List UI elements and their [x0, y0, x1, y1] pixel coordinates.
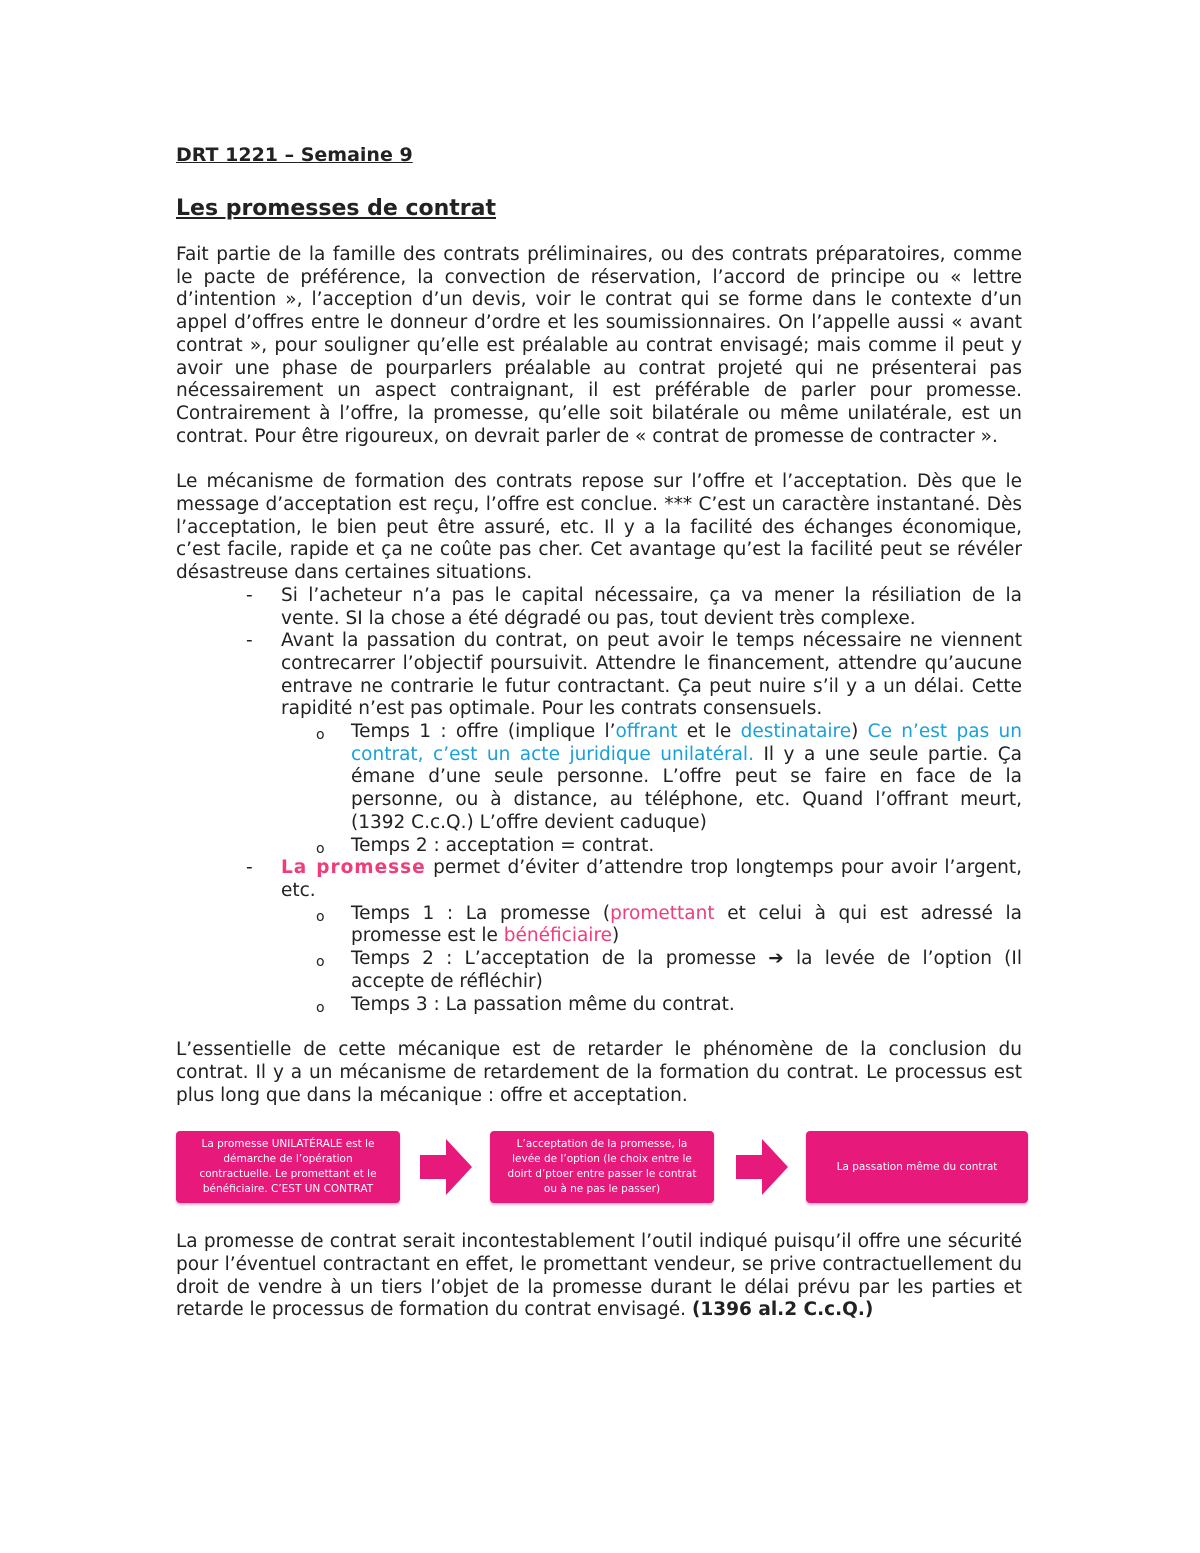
bullet-text: permet d’éviter d’attendre trop longtemps pour avoir l’argent, etc.: [281, 857, 1023, 901]
page-title: Les promesses de contrat: [176, 196, 496, 221]
sub-bullet-text: Temps 1 : La promesse (: [351, 902, 611, 924]
list-item: [176, 721, 1022, 835]
process-diagram: [176, 1131, 1032, 1205]
sub-bullet-text: Temps 3 : La passation même du contrat.: [351, 993, 735, 1015]
highlight-promesse: La promesse: [281, 857, 426, 879]
flow-box-promesse: La promesse UNILATÉRALE est le démarche de l’opération contractuelle. Le promettant et le bénéficiaire. C’EST UN CONTRAT: [176, 1131, 400, 1203]
list-item: [176, 948, 1022, 993]
sub-bullet-text: Temps 2 : acceptation = contrat.: [351, 834, 655, 856]
dash-list: [176, 585, 1022, 1016]
legal-reference: (1396 al.2 C.c.Q.): [691, 1299, 874, 1321]
bullet-text: Si l’acheteur n’a pas le capital nécessaire, ça va mener la résiliation de la vente. SI la chose a été dégradé ou pas, tout devient très complexe.: [281, 584, 1022, 629]
flow-box-acceptation: L’acceptation de la promesse, la levée de l’option (le choix entre le doirt d’ptoer entre passer le contrat ou à ne pas le passer): [490, 1131, 714, 1203]
course-heading: DRT 1221 – Semaine 9: [176, 144, 413, 166]
dash-marker: -: [246, 584, 253, 606]
flow-box-passation: La passation même du contrat: [806, 1131, 1028, 1203]
document-page: [176, 140, 1022, 1322]
list-item: [176, 630, 1022, 857]
circle-marker: o: [316, 840, 325, 857]
highlight-note: Ce n’est pas un contrat, c’est un acte juridique unilatéral.: [351, 721, 1022, 765]
sub-bullet-text: Temps 2 : L’acceptation de la promesse: [351, 948, 769, 970]
list-item: [176, 835, 1022, 858]
sub-bullet-text: ): [851, 721, 868, 743]
essential-paragraph: L’essentielle de cette mécanique est de retarder le phénomène de la conclusion du contrat. Il y a un mécanisme de retardement de la formation du contrat. Le processus est plus long que dans la mécanique : offre et acceptation.: [176, 1039, 1022, 1106]
dash-marker: -: [246, 630, 253, 652]
sub-bullet-text: ): [612, 925, 620, 947]
list-item: [176, 994, 1022, 1017]
list-item: [176, 857, 1022, 1016]
circle-marker: o: [316, 999, 325, 1016]
circle-marker: o: [316, 908, 325, 925]
sub-bullet-text: et le: [677, 721, 741, 743]
highlight-promettant: promettant: [610, 902, 715, 924]
sub-bullet-text: Temps 1 : offre (implique l’: [351, 721, 616, 743]
conclusion-text: La promesse de contrat serait incontestablement l’outil indiqué puisqu’il offre une sécurité pour l’éventuel contractant en effet, le promettant vendeur, se prive contractuellement du droit de vendre à un tiers l’objet de la promesse durant le délai prévu par les parties et retarde le processus de formation du contrat envisagé.: [176, 1231, 1022, 1321]
dash-marker: -: [246, 857, 253, 879]
sub-list: [281, 721, 1022, 857]
right-arrow-icon: [736, 1139, 788, 1195]
conclusion-paragraph: [176, 1231, 1022, 1322]
bullet-text: Avant la passation du contrat, on peut avoir le temps nécessaire ne viennent contrecarrer l’objectif poursuivit. Attendre le financement, attendre qu’aucune entrave ne contrarie le futur contractant. Ça peut nuire s’il y a un délai. Cette rapidité n’est pas optimale. Pour les contrats consensuels.: [281, 630, 1022, 720]
arrow-icon: ➔: [768, 948, 784, 970]
circle-marker: o: [316, 954, 325, 971]
sub-bullet-text: la levée de l’option (Il accepte de réfléchir): [351, 948, 1022, 992]
highlight-offrant: offrant: [615, 721, 678, 743]
list-item: [176, 585, 1022, 630]
sub-bullet-text: Il y a une seule partie. Ça émane d’une seule personne. L’offre peut se faire en face de la personne, ou à distance, au téléphone, etc. Quand l’offrant meurt, (1392 C.c.Q.) L’offre devient caduque): [351, 743, 1022, 833]
intro-paragraph: Fait partie de la famille des contrats préliminaires, ou des contrats préparatoires, comme le pacte de préférence, la convection de réservation, l’accord de principe ou « lettre d’intention », l’acception d’un devis, voir le contrat qui se forme dans le contexte d’un appel d’offres entre le donneur d’ordre et les soumissionnaires. On l’appelle aussi « avant contrat », pour souligner qu’elle est préalable au contrat envisagé; mais comme il peut y avoir une phase de pourparlers préalable au contrat projeté qui ne présenterai pas nécessairement un aspect contraignant, il est préférable de parler pour promesse. Contrairement à l’offre, la promesse, qu’elle soit bilatérale ou même unilatérale, est un contrat. Pour être rigoureux, on devrait parler de « contrat de promesse de contracter ».: [176, 244, 1022, 447]
sub-list: [281, 903, 1022, 1017]
list-item: [176, 903, 1022, 948]
highlight-beneficiaire: bénéficiaire: [503, 925, 613, 947]
sub-bullet-text: et celui à qui est adressé la promesse est le: [351, 902, 1022, 947]
mechanism-paragraph: Le mécanisme de formation des contrats repose sur l’offre et l’acceptation. Dès que le message d’acceptation est reçu, l’offre est conclue. *** C’est un caractère instantané. Dès l’acceptation, le bien peut être assuré, etc. Il y a la facilité des échanges économique, c’est facile, rapide et ça ne coûte pas cher. Cet avantage qu’est la facilité peut se révéler désastreuse dans certaines situations.: [176, 471, 1022, 584]
right-arrow-icon: [420, 1139, 472, 1195]
circle-marker: o: [316, 727, 325, 744]
highlight-destinataire: destinataire: [740, 721, 852, 743]
